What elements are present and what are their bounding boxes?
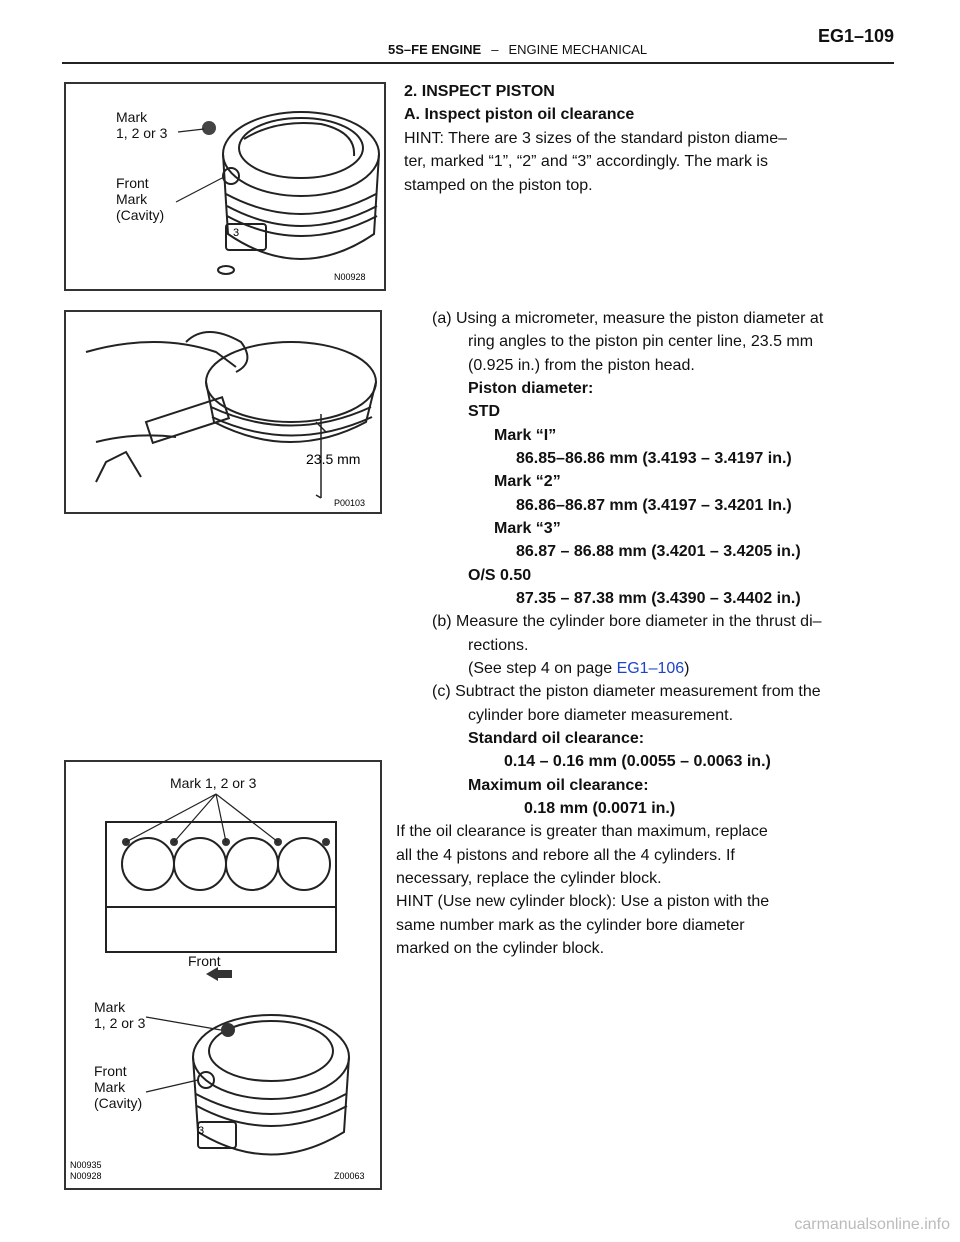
page-id: EG1–109 bbox=[817, 26, 894, 46]
piston-illustration bbox=[66, 84, 384, 289]
mark3-label: Mark “3” bbox=[494, 520, 561, 537]
fig2-dimension-label: 23.5 mm bbox=[306, 451, 361, 467]
figure-micrometer bbox=[64, 310, 382, 514]
fig3-label-cavity: (Cavity) bbox=[94, 1095, 143, 1111]
fig3-label-front-mark: Mark bbox=[94, 1079, 126, 1095]
fig2-code: P00103 bbox=[334, 498, 366, 508]
page-header bbox=[62, 24, 894, 64]
max-clearance-value: 0.18 mm (0.0071 in.) bbox=[524, 800, 676, 817]
header-title bbox=[388, 42, 647, 57]
os-value: 87.35 – 87.38 mm (3.4390 – 3.4402 in.) bbox=[516, 590, 801, 607]
final-line4: HINT (Use new cylinder block): Use a piston with the bbox=[396, 893, 770, 910]
mark2-label: Mark “2” bbox=[494, 473, 561, 490]
max-clearance-label: Maximum oil clearance: bbox=[468, 777, 649, 794]
step-b-reference bbox=[468, 657, 690, 680]
fig1-label-front-mark: Mark bbox=[116, 191, 148, 207]
header-separator: – bbox=[491, 42, 499, 57]
fig1-code: N00928 bbox=[334, 272, 366, 282]
piston-diameter-label: Piston diameter: bbox=[468, 380, 594, 397]
mark1-value: 86.85–86.86 mm (3.4193 – 3.4197 in.) bbox=[516, 450, 792, 467]
fig1-label-mark-values: 1, 2 or 3 bbox=[116, 125, 168, 141]
final-line1: If the oil clearance is greater than maximum, replace bbox=[396, 823, 768, 840]
fig1-label-cavity: (Cavity) bbox=[116, 207, 165, 223]
final-line6: marked on the cylinder block. bbox=[396, 940, 605, 957]
step-title: 2. INSPECT PISTON bbox=[404, 83, 555, 100]
fig3-label-mark: Mark bbox=[94, 999, 126, 1015]
ref-prefix: (See step 4 on page bbox=[468, 660, 617, 677]
micrometer-illustration bbox=[66, 312, 380, 512]
hint1-line1: HINT: There are 3 sizes of the standard piston diame– bbox=[404, 130, 788, 147]
watermark: carmanualsonline.info bbox=[794, 1216, 950, 1233]
cylinder-block-illustration bbox=[66, 762, 380, 1188]
fig3-label-mark-values: 1, 2 or 3 bbox=[94, 1015, 146, 1031]
figure-cylinder-block bbox=[64, 760, 382, 1190]
sub-title: A. Inspect piston oil clearance bbox=[404, 106, 635, 123]
fig3-label-mark-top: Mark 1, 2 or 3 bbox=[170, 775, 257, 791]
fig3-piston-stamp: 3 bbox=[198, 1125, 205, 1137]
step-c-line1: (c) Subtract the piston diameter measurement from the bbox=[432, 683, 821, 700]
mark3-value: 86.87 – 86.88 mm (3.4201 – 3.4205 in.) bbox=[516, 543, 801, 560]
fig3-label-front: Front bbox=[94, 1063, 127, 1079]
final-line3: necessary, replace the cylinder block. bbox=[396, 870, 662, 887]
fig1-label-front: Front bbox=[116, 175, 149, 191]
final-line2: all the 4 pistons and rebore all the 4 cylinders. If bbox=[396, 847, 735, 864]
std-label: STD bbox=[468, 403, 500, 420]
fig3-label-front-arrow: Front bbox=[188, 953, 221, 969]
header-manual: 5S–FE ENGINE bbox=[388, 42, 482, 57]
step-b-line2: rections. bbox=[468, 637, 529, 654]
step-c-line2: cylinder bore diameter measurement. bbox=[468, 707, 734, 724]
fig3-code-1: N00935 bbox=[70, 1160, 102, 1170]
hint1-line2: ter, marked “1”, “2” and “3” accordingly. The mark is bbox=[404, 153, 768, 170]
final-line5: same number mark as the cylinder bore diameter bbox=[396, 917, 745, 934]
mark1-label: Mark “I” bbox=[494, 427, 557, 444]
std-clearance-value: 0.14 – 0.16 mm (0.0055 – 0.0063 in.) bbox=[504, 753, 771, 770]
step-a-line2: ring angles to the piston pin center line, 23.5 mm bbox=[468, 333, 814, 350]
os-label: O/S 0.50 bbox=[468, 567, 532, 584]
step-a-line1: (a) Using a micrometer, measure the piston diameter at bbox=[432, 310, 824, 327]
page-link-eg1-106[interactable]: EG1–106 bbox=[616, 660, 685, 677]
mark2-value: 86.86–86.87 mm (3.4197 – 3.4201 In.) bbox=[516, 497, 792, 514]
step-b-line1: (b) Measure the cylinder bore diameter in the thrust di– bbox=[432, 613, 822, 630]
step-a-line3: (0.925 in.) from the piston head. bbox=[468, 357, 695, 374]
hint1-line3: stamped on the piston top. bbox=[404, 177, 593, 194]
std-clearance-label: Standard oil clearance: bbox=[468, 730, 645, 747]
header-section: ENGINE MECHANICAL bbox=[508, 42, 648, 57]
fig3-code-right: Z00063 bbox=[334, 1171, 365, 1181]
fig3-code-2: N00928 bbox=[70, 1171, 102, 1181]
figure-piston-top bbox=[64, 82, 386, 291]
piston-stamp: 3 bbox=[233, 227, 240, 239]
fig1-label-mark: Mark bbox=[116, 109, 148, 125]
ref-suffix: ) bbox=[684, 660, 690, 677]
